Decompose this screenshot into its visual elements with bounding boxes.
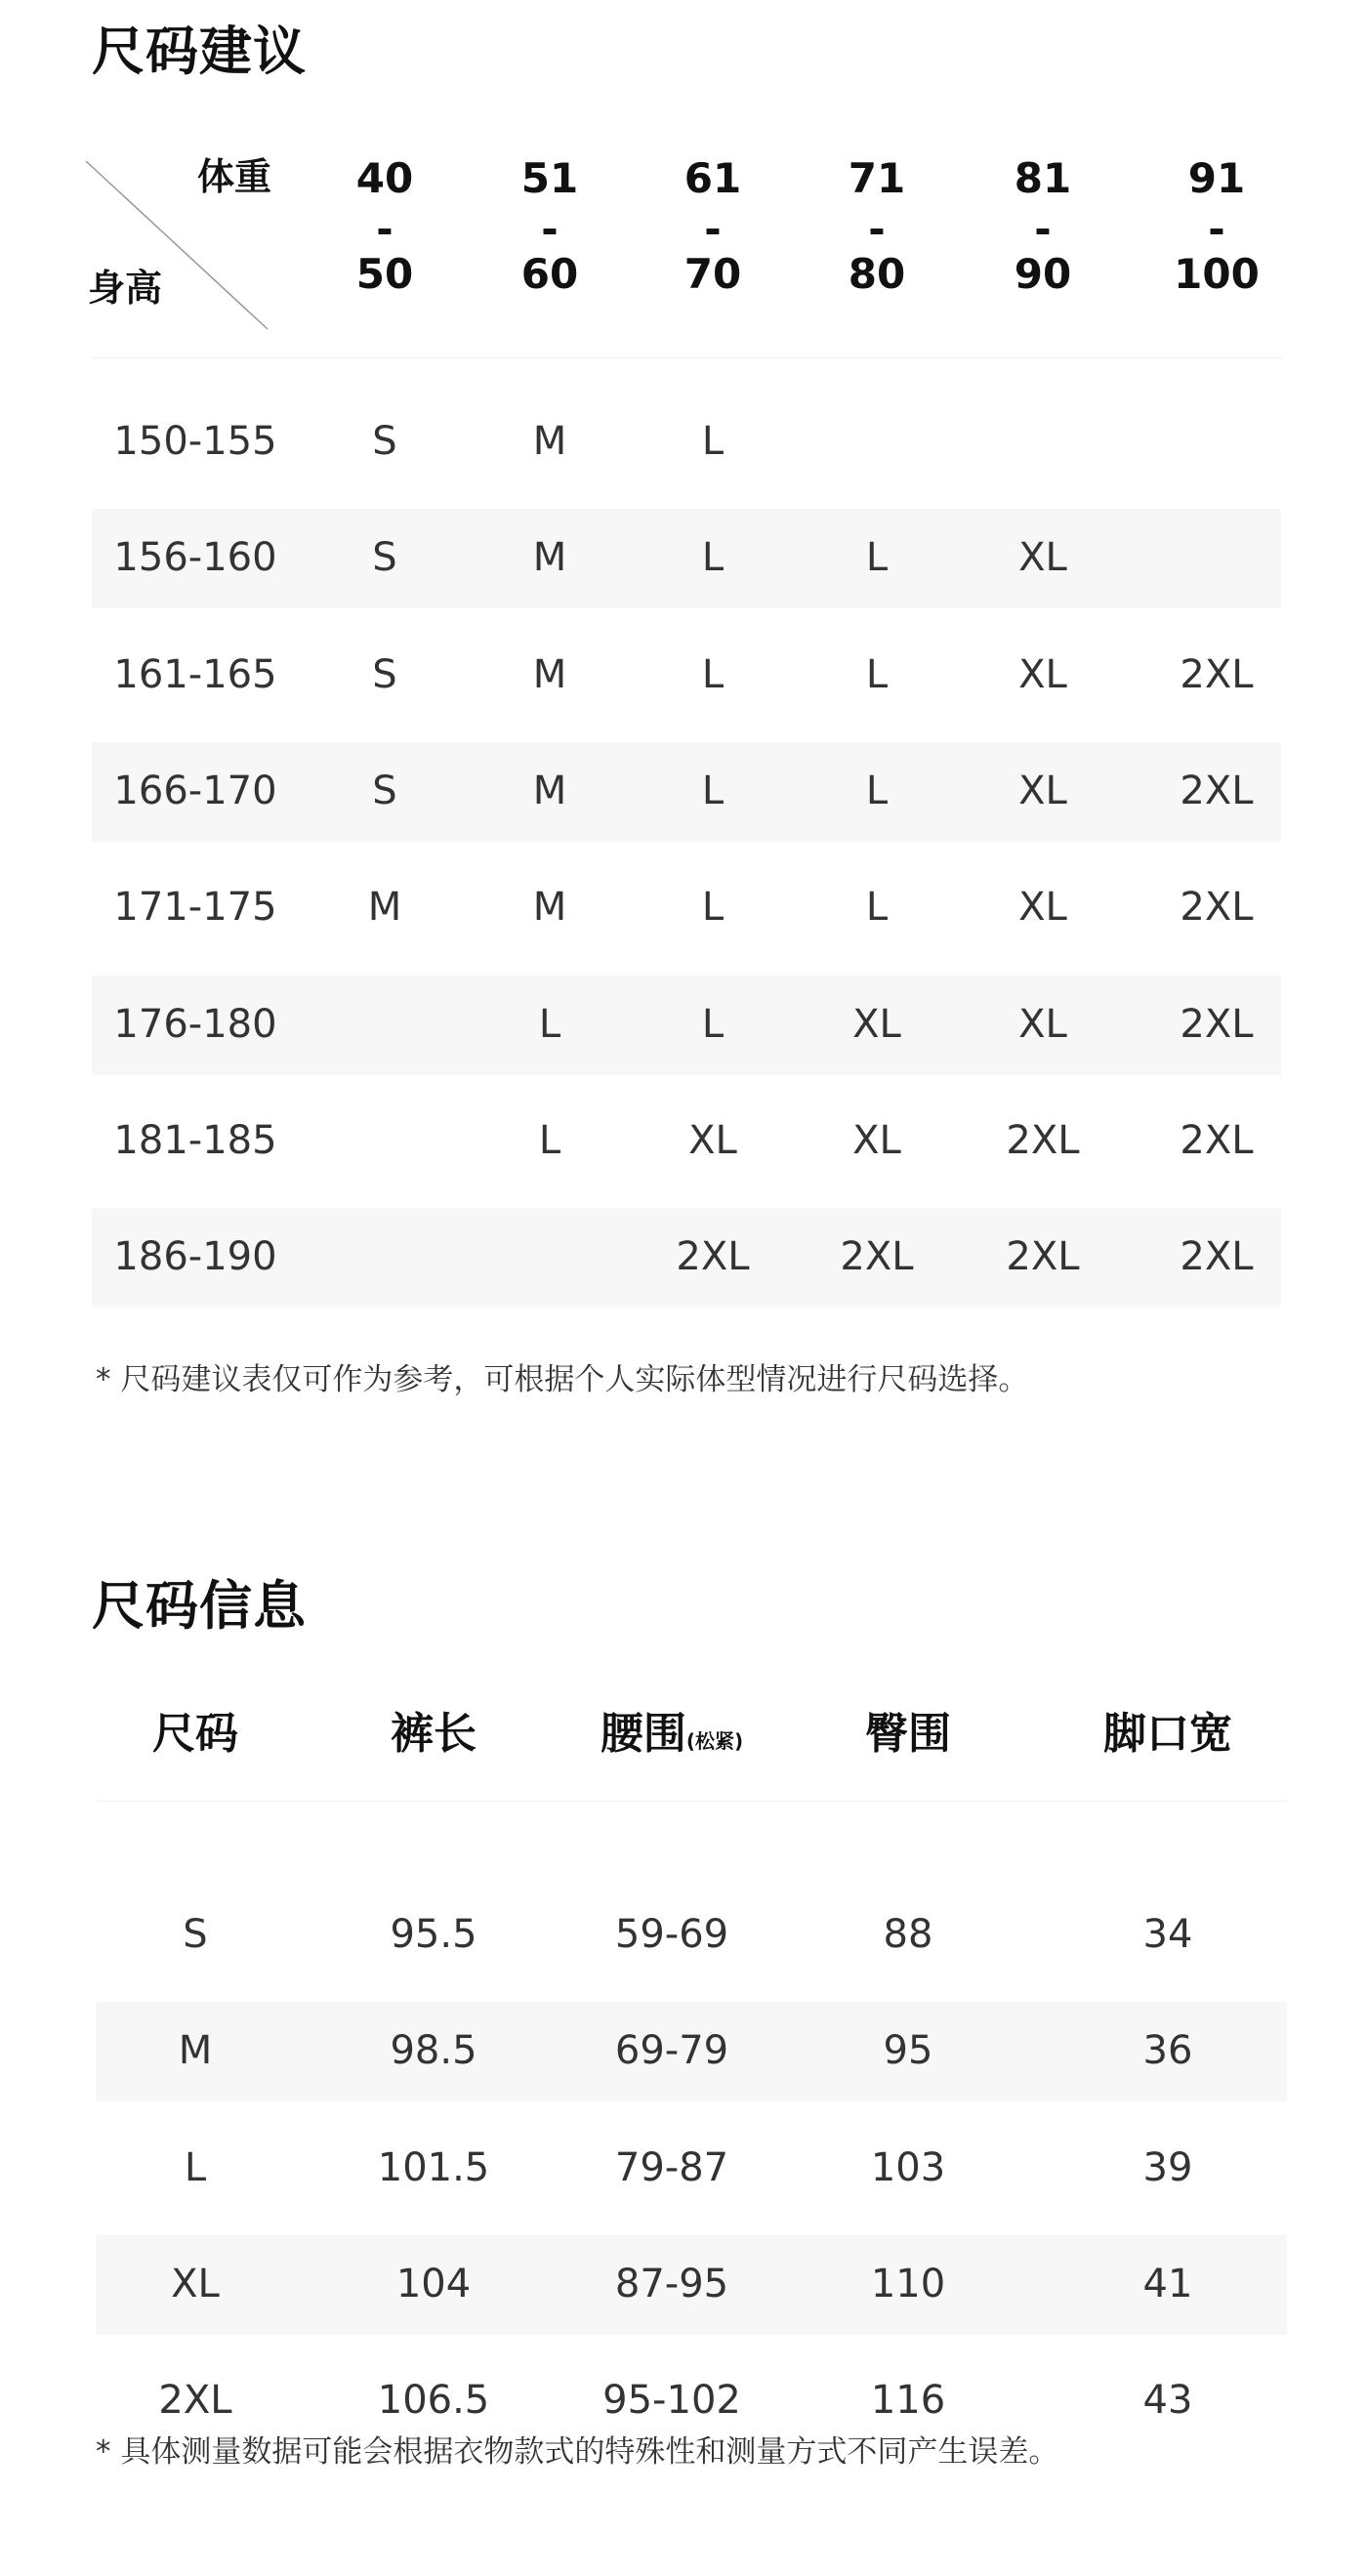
- suggested-size-cell: 2XL: [840, 1234, 914, 1280]
- suggested-size-cell: XL: [1018, 885, 1067, 931]
- weight-range-header: [848, 154, 906, 301]
- height-range-cell: 176-180: [113, 1001, 277, 1047]
- height-range-cell: 181-185: [113, 1117, 277, 1163]
- size-info-title: 尺码信息: [92, 1575, 307, 1637]
- suggested-size-cell: L: [701, 651, 725, 697]
- info-table-cell: 34: [1142, 1912, 1193, 1957]
- suggested-size-cell: M: [532, 885, 567, 931]
- info-header-divider: [96, 1801, 1287, 1802]
- weight-range-to: 70: [684, 250, 742, 298]
- suggested-size-cell: L: [701, 1001, 725, 1047]
- size-suggestion-note: * 尺码建议表仅可作为参考，可根据个人实际体型情况进行尺码选择。: [96, 1362, 1029, 1397]
- suggested-size-cell: L: [538, 1117, 561, 1163]
- info-table-cell: 98.5: [390, 2028, 477, 2074]
- suggested-size-cell: 2XL: [1006, 1234, 1080, 1280]
- weight-range-to: 90: [1014, 250, 1072, 298]
- weight-range-to: 80: [848, 250, 906, 298]
- suggested-size-cell: 2XL: [1180, 1234, 1254, 1280]
- suggested-size-cell: L: [865, 885, 889, 931]
- info-column-header: [600, 1709, 744, 1759]
- weight-range-dash: -: [868, 205, 886, 253]
- weight-range-to: 60: [520, 250, 579, 298]
- suggested-size-cell: L: [701, 768, 725, 813]
- height-range-cell: 166-170: [113, 768, 277, 813]
- info-table-cell: 95.5: [390, 1912, 477, 1957]
- suggested-size-cell: XL: [1018, 535, 1067, 581]
- info-table-cell: 116: [870, 2378, 946, 2424]
- weight-range-to: 100: [1174, 250, 1260, 298]
- suggested-size-cell: L: [701, 535, 725, 581]
- info-table-cell: M: [178, 2028, 213, 2074]
- info-table-cell: 95-102: [602, 2378, 741, 2424]
- info-table-cell: 88: [883, 1912, 933, 1957]
- info-table-cell: 41: [1142, 2261, 1193, 2306]
- height-range-cell: 156-160: [113, 535, 277, 581]
- suggested-size-cell: XL: [1018, 768, 1067, 813]
- suggested-size-cell: L: [865, 651, 889, 697]
- info-table-cell: 59-69: [614, 1912, 729, 1957]
- suggested-size-cell: XL: [688, 1117, 737, 1163]
- suggested-size-cell: S: [372, 651, 397, 697]
- weight-range-from: 40: [355, 154, 414, 202]
- height-range-cell: 150-155: [113, 419, 277, 464]
- weight-range-dash: -: [704, 205, 722, 253]
- weight-range-from: 51: [520, 154, 579, 202]
- info-table-cell: 95: [883, 2028, 933, 2074]
- info-table-cell: 103: [870, 2144, 946, 2190]
- info-table-cell: 39: [1142, 2144, 1193, 2190]
- info-table-cell: 2XL: [158, 2378, 232, 2424]
- height-range-cell: 161-165: [113, 651, 277, 697]
- info-column-header: [152, 1709, 238, 1759]
- suggested-size-cell: XL: [1018, 1001, 1067, 1047]
- weight-range-dash: -: [376, 205, 394, 253]
- suggested-size-cell: M: [532, 768, 567, 813]
- info-table-cell: 79-87: [614, 2144, 729, 2190]
- info-column-header: [1103, 1709, 1232, 1759]
- weight-range-header: [684, 154, 742, 301]
- info-table-cell: 43: [1142, 2378, 1193, 2424]
- info-column-label: 腰围: [600, 1709, 686, 1759]
- info-table-cell: 110: [870, 2261, 946, 2306]
- suggested-size-cell: L: [701, 885, 725, 931]
- info-table-cell: XL: [171, 2261, 220, 2306]
- weight-range-header: [1174, 154, 1260, 301]
- info-table-cell: 106.5: [377, 2378, 490, 2424]
- info-table-cell: 36: [1142, 2028, 1193, 2074]
- suggested-size-cell: M: [532, 535, 567, 581]
- suggested-size-cell: 2XL: [676, 1234, 750, 1280]
- suggested-size-cell: L: [865, 535, 889, 581]
- suggested-size-cell: XL: [1018, 651, 1067, 697]
- corner-diagonal-line: [0, 0, 391, 391]
- info-table-cell: 69-79: [614, 2028, 729, 2074]
- weight-range-from: 81: [1014, 154, 1072, 202]
- weight-range-from: 61: [684, 154, 742, 202]
- suggested-size-cell: L: [538, 1001, 561, 1047]
- suggested-size-cell: M: [367, 885, 402, 931]
- suggested-size-cell: XL: [852, 1001, 901, 1047]
- weight-range-header: [1014, 154, 1072, 301]
- size-suggestion-title: 尺码建议: [92, 21, 307, 82]
- weight-range-dash: -: [1208, 205, 1225, 253]
- suggested-size-cell: 2XL: [1006, 1117, 1080, 1163]
- suggested-size-cell: S: [372, 768, 397, 813]
- info-column-label: 尺码: [152, 1709, 238, 1759]
- weight-range-header: [355, 154, 414, 301]
- suggested-size-cell: XL: [852, 1117, 901, 1163]
- info-column-header: [865, 1709, 951, 1759]
- suggested-size-cell: 2XL: [1180, 1117, 1254, 1163]
- height-axis-label: 身高: [88, 267, 163, 310]
- info-table-cell: 101.5: [377, 2144, 490, 2190]
- info-column-label: 裤长: [391, 1709, 476, 1759]
- header-divider: [92, 357, 1283, 358]
- info-column-label: 脚口宽: [1103, 1709, 1232, 1759]
- size-info-note: * 具体测量数据可能会根据衣物款式的特殊性和测量方式不同产生误差。: [96, 2434, 1059, 2470]
- weight-range-to: 50: [355, 250, 414, 298]
- height-range-cell: 186-190: [113, 1234, 277, 1280]
- suggested-size-cell: L: [865, 768, 889, 813]
- info-column-label: 臀围: [865, 1709, 951, 1759]
- weight-range-dash: -: [1034, 205, 1052, 253]
- height-range-cell: 171-175: [113, 885, 277, 931]
- suggested-size-cell: L: [701, 419, 725, 464]
- weight-range-header: [520, 154, 579, 301]
- weight-range-from: 91: [1187, 154, 1246, 202]
- info-column-header: [391, 1709, 476, 1759]
- info-table-cell: 104: [395, 2261, 472, 2306]
- suggested-size-cell: M: [532, 419, 567, 464]
- suggested-size-cell: M: [532, 651, 567, 697]
- suggested-size-cell: S: [372, 535, 397, 581]
- weight-axis-label: 体重: [197, 155, 272, 198]
- info-table-cell: S: [183, 1912, 208, 1957]
- weight-range-dash: -: [541, 205, 559, 253]
- info-column-sublabel: (松紧): [685, 1729, 744, 1753]
- suggested-size-cell: 2XL: [1180, 1001, 1254, 1047]
- suggested-size-cell: 2XL: [1180, 885, 1254, 931]
- suggested-size-cell: 2XL: [1180, 768, 1254, 813]
- weight-range-from: 71: [848, 154, 906, 202]
- suggested-size-cell: S: [372, 419, 397, 464]
- info-table-cell: L: [184, 2144, 207, 2190]
- suggested-size-cell: 2XL: [1180, 651, 1254, 697]
- info-table-cell: 87-95: [614, 2261, 729, 2306]
